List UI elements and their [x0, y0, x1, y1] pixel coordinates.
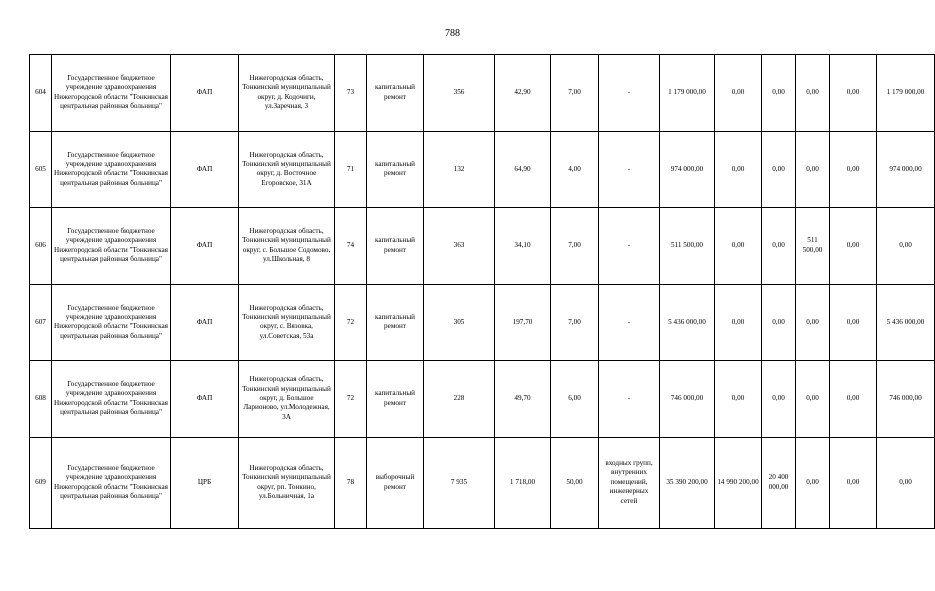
year-cell: 356: [424, 55, 495, 132]
amount-cell-1: 0,00: [715, 131, 762, 208]
volume-cell: 7,00: [551, 284, 599, 361]
facility-type-cell: ФАП: [171, 131, 239, 208]
amount-cell-2: 0,00: [762, 55, 796, 132]
scope-cell: -: [599, 55, 660, 132]
amount-cell-2: 0,00: [762, 131, 796, 208]
amount-cell-5: 5 436 000,00: [877, 284, 935, 361]
institution-cell: Государственное бюджетное учреждение здравоохранения Нижегородской области "Тонкинская центральная районная больница": [52, 208, 171, 285]
work-type-cell: капитальный ремонт: [367, 208, 424, 285]
amount-cell-1: 14 990 200,00: [715, 437, 762, 528]
amount-cell-4: 0,00: [830, 361, 877, 438]
amount-cell-2: 0,00: [762, 284, 796, 361]
amount-cell-3: 0,00: [796, 131, 830, 208]
area-cell: 34,10: [495, 208, 551, 285]
work-type-cell: капитальный ремонт: [367, 284, 424, 361]
amount-cell-5: 974 000,00: [877, 131, 935, 208]
amount-cell-2: 0,00: [762, 208, 796, 285]
year-cell: 132: [424, 131, 495, 208]
amount-cell-1: 0,00: [715, 284, 762, 361]
page-number: 788: [445, 28, 460, 39]
amount-cell-5: 1 179 000,00: [877, 55, 935, 132]
amount-cell-5: 0,00: [877, 437, 935, 528]
facility-type-cell: ФАП: [171, 284, 239, 361]
row-number: 607: [30, 284, 52, 361]
volume-cell: 4,00: [551, 131, 599, 208]
work-type-cell: капитальный ремонт: [367, 361, 424, 438]
scope-cell: -: [599, 284, 660, 361]
facility-type-cell: ФАП: [171, 361, 239, 438]
work-type-cell: капитальный ремонт: [367, 131, 424, 208]
amount-cell-3: 0,00: [796, 437, 830, 528]
row-number: 605: [30, 131, 52, 208]
year-cell: 363: [424, 208, 495, 285]
scope-cell: -: [599, 131, 660, 208]
amount-cell-4: 0,00: [830, 131, 877, 208]
institution-cell: Государственное бюджетное учреждение здравоохранения Нижегородской области "Тонкинская центральная районная больница": [52, 284, 171, 361]
row-number: 609: [30, 437, 52, 528]
amount-cell-3: 0,00: [796, 284, 830, 361]
code-cell: 71: [335, 131, 367, 208]
amount-cell-3: 0,00: [796, 361, 830, 438]
year-cell: 228: [424, 361, 495, 438]
table-row: [30, 361, 935, 438]
facility-type-cell: ФАП: [171, 55, 239, 132]
institution-cell: Государственное бюджетное учреждение здравоохранения Нижегородской области "Тонкинская центральная районная больница": [52, 437, 171, 528]
institution-cell: Государственное бюджетное учреждение здравоохранения Нижегородской области "Тонкинская центральная районная больница": [52, 55, 171, 132]
address-cell: Нижегородская область, Тонкинский муниципальный округ, д. Восточное Егоровское, 31А: [239, 131, 335, 208]
table-row: [30, 437, 935, 528]
table-row: [30, 208, 935, 285]
total-cell: 511 500,00: [660, 208, 715, 285]
institution-cell: Государственное бюджетное учреждение здравоохранения Нижегородской области "Тонкинская центральная районная больница": [52, 131, 171, 208]
total-cell: 746 000,00: [660, 361, 715, 438]
volume-cell: 50,00: [551, 437, 599, 528]
address-cell: Нижегородская область, Тонкинский муниципальный округ, с. Большое Содомово, ул.Школьная, 8: [239, 208, 335, 285]
amount-cell-2: 20 400 000,00: [762, 437, 796, 528]
amount-cell-4: 0,00: [830, 284, 877, 361]
amount-cell-3: 0,00: [796, 55, 830, 132]
total-cell: 974 000,00: [660, 131, 715, 208]
area-cell: 197,70: [495, 284, 551, 361]
year-cell: 305: [424, 284, 495, 361]
amount-cell-4: 0,00: [830, 55, 877, 132]
address-cell: Нижегородская область, Тонкинский муниципальный округ, д. Большое Ларионово, ул.Молодежная, 3А: [239, 361, 335, 438]
address-cell: Нижегородская область, Тонкинский муниципальный округ, д. Кодочиги, ул.Заречная, 3: [239, 55, 335, 132]
registry-table: [29, 54, 935, 529]
work-type-cell: капитальный ремонт: [367, 55, 424, 132]
row-number: 606: [30, 208, 52, 285]
code-cell: 72: [335, 361, 367, 438]
table-row: [30, 284, 935, 361]
amount-cell-3: 511 500,00: [796, 208, 830, 285]
amount-cell-2: 0,00: [762, 361, 796, 438]
total-cell: 1 179 000,00: [660, 55, 715, 132]
volume-cell: 6,00: [551, 361, 599, 438]
total-cell: 5 436 000,00: [660, 284, 715, 361]
code-cell: 78: [335, 437, 367, 528]
scope-cell: -: [599, 361, 660, 438]
amount-cell-4: 0,00: [830, 437, 877, 528]
area-cell: 42,90: [495, 55, 551, 132]
address-cell: Нижегородская область, Тонкинский муниципальный округ, рп. Тонкино, ул.Больничная, 1а: [239, 437, 335, 528]
code-cell: 74: [335, 208, 367, 285]
table-row: [30, 131, 935, 208]
year-cell: 7 935: [424, 437, 495, 528]
area-cell: 49,70: [495, 361, 551, 438]
volume-cell: 7,00: [551, 55, 599, 132]
volume-cell: 7,00: [551, 208, 599, 285]
amount-cell-5: 746 000,00: [877, 361, 935, 438]
amount-cell-1: 0,00: [715, 208, 762, 285]
amount-cell-4: 0,00: [830, 208, 877, 285]
table-row: [30, 55, 935, 132]
area-cell: 64,90: [495, 131, 551, 208]
amount-cell-1: 0,00: [715, 55, 762, 132]
institution-cell: Государственное бюджетное учреждение здравоохранения Нижегородской области "Тонкинская центральная районная больница": [52, 361, 171, 438]
area-cell: 1 718,00: [495, 437, 551, 528]
amount-cell-1: 0,00: [715, 361, 762, 438]
row-number: 608: [30, 361, 52, 438]
amount-cell-5: 0,00: [877, 208, 935, 285]
scope-cell: -: [599, 208, 660, 285]
scope-cell: входных групп, внутренних помещений, инженерных сетей: [599, 437, 660, 528]
facility-type-cell: ЦРБ: [171, 437, 239, 528]
work-type-cell: выборочный ремонт: [367, 437, 424, 528]
address-cell: Нижегородская область, Тонкинский муниципальный округ, с. Вязовка, ул.Советская, 53а: [239, 284, 335, 361]
row-number: 604: [30, 55, 52, 132]
facility-type-cell: ФАП: [171, 208, 239, 285]
code-cell: 73: [335, 55, 367, 132]
total-cell: 35 390 200,00: [660, 437, 715, 528]
code-cell: 72: [335, 284, 367, 361]
